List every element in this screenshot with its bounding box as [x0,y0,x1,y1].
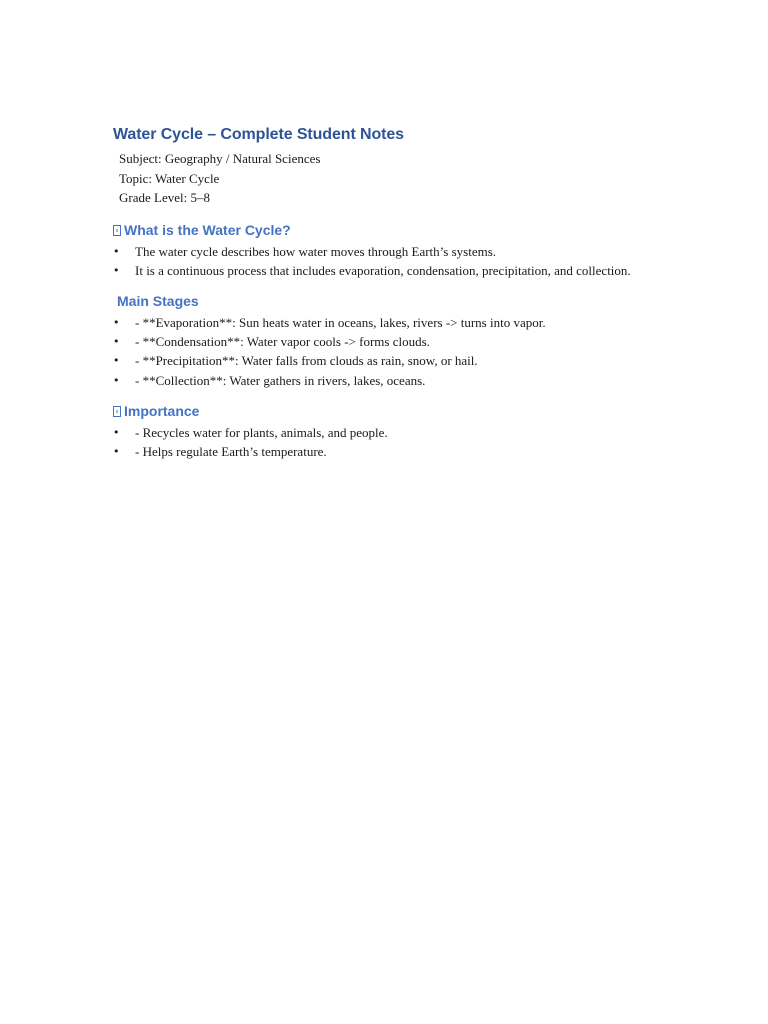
list-item-text: - Helps regulate Earth’s temperature. [135,443,327,459]
missing-glyph-icon [113,225,121,236]
document-title: Water Cycle – Complete Student Notes [113,126,404,143]
bullet-icon: • [113,263,120,277]
missing-glyph-icon [113,406,121,417]
section-heading-main-stages [113,291,653,311]
bullet-icon: • [113,315,120,329]
bullet-icon: • [113,335,120,349]
list-item-text: The water cycle describes how water moves through Earth’s systems. [135,243,497,259]
bullet-list-what-is [113,242,653,280]
list-item [113,351,653,370]
list-item [113,313,653,332]
list-item [113,442,653,461]
section-heading-text: Main Stages [117,292,199,309]
list-item-text: - Recycles water for plants, animals, and people. [135,424,388,440]
list-item-text: - **Collection**: Water gathers in rivers, lakes, oceans. [135,372,426,388]
section-heading-importance [113,401,653,421]
section-heading-what-is [113,220,653,240]
list-item [113,371,653,390]
document-body [113,124,653,461]
list-item [113,261,653,280]
bullet-icon: • [113,244,120,258]
section-heading-text: Importance [124,402,200,419]
list-item [113,242,653,261]
list-item-text: - **Evaporation**: Sun heats water in oceans, lakes, rivers -> turns into vapor. [135,314,546,330]
list-item-text: It is a continuous process that includes evaporation, condensation, precipitation, and collection. [135,262,631,278]
meta-grade-level: Grade Level: 5–8 [119,190,210,205]
bullet-list-importance [113,423,653,461]
list-item-text: - **Precipitation**: Water falls from clouds as rain, snow, or hail. [135,353,478,369]
section-heading-text: What is the Water Cycle? [124,221,291,238]
list-item-text: - **Condensation**: Water vapor cools -> forms clouds. [135,334,430,350]
bullet-icon: • [113,425,120,439]
bullet-icon: • [113,373,120,387]
bullet-list-main-stages [113,313,653,390]
list-item [113,332,653,351]
bullet-icon: • [113,444,120,458]
meta-topic: Topic: Water Cycle [119,170,220,186]
meta-subject: Subject: Geography / Natural Sciences [119,151,321,166]
bullet-icon: • [113,354,120,368]
list-item [113,423,653,442]
